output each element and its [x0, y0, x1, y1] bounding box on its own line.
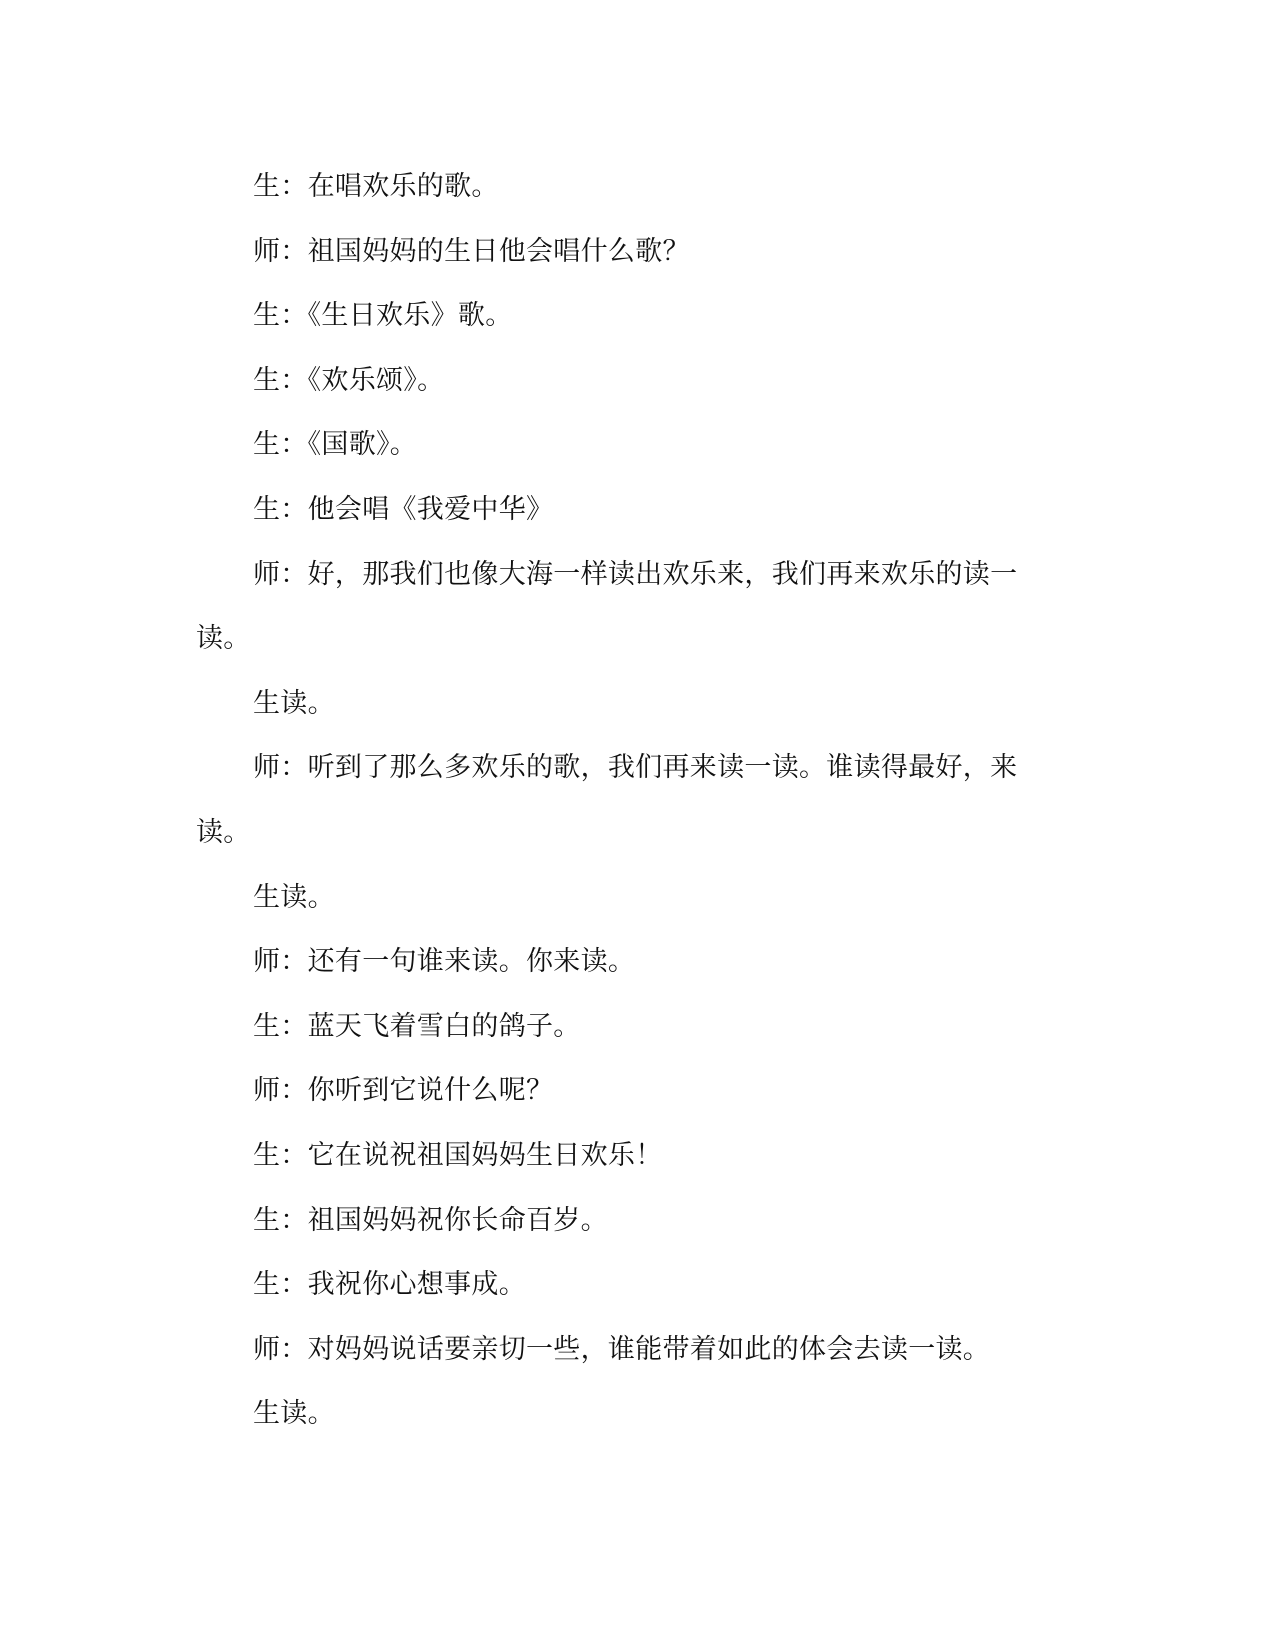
- paragraph: 生：它在说祝祖国妈妈生日欢乐！: [253, 1139, 663, 1171]
- paragraph: 师：对妈妈说话要亲切一些，谁能带着如此的体会去读一读。: [253, 1333, 991, 1365]
- paragraph: 生：他会唱《我爱中华》: [253, 493, 554, 525]
- paragraph: 生：蓝天飞着雪白的鸽子。: [253, 1010, 581, 1042]
- paragraph: 生：我祝你心想事成。: [253, 1269, 526, 1301]
- paragraph: 生：《生日欢乐》歌。: [253, 300, 513, 332]
- paragraph: 生读。: [253, 881, 335, 913]
- paragraph: 生读。: [253, 1398, 335, 1430]
- paragraph: 师：还有一句谁来读。你来读。: [253, 946, 636, 978]
- paragraph: 生：在唱欢乐的歌。: [253, 171, 499, 202]
- paragraph: 师：祖国妈妈的生日他会唱什么歌？: [253, 235, 690, 267]
- paragraph: 生：祖国妈妈祝你长命百岁。: [253, 1204, 608, 1236]
- paragraph: 师：听到了那么多欢乐的歌，我们再来读一读。谁读得最好，来读。: [196, 752, 1018, 848]
- paragraph: 生读。: [253, 687, 335, 719]
- paragraph: 师：好，那我们也像大海一样读出欢乐来，我们再来欢乐的读一读。: [196, 558, 1018, 655]
- paragraph: 师：你听到它说什么呢？: [253, 1075, 554, 1107]
- paragraph: 生：《欢乐颂》。: [253, 364, 445, 396]
- document-body: [196, 155, 1058, 1447]
- paragraph: 生：《国歌》。: [253, 429, 418, 461]
